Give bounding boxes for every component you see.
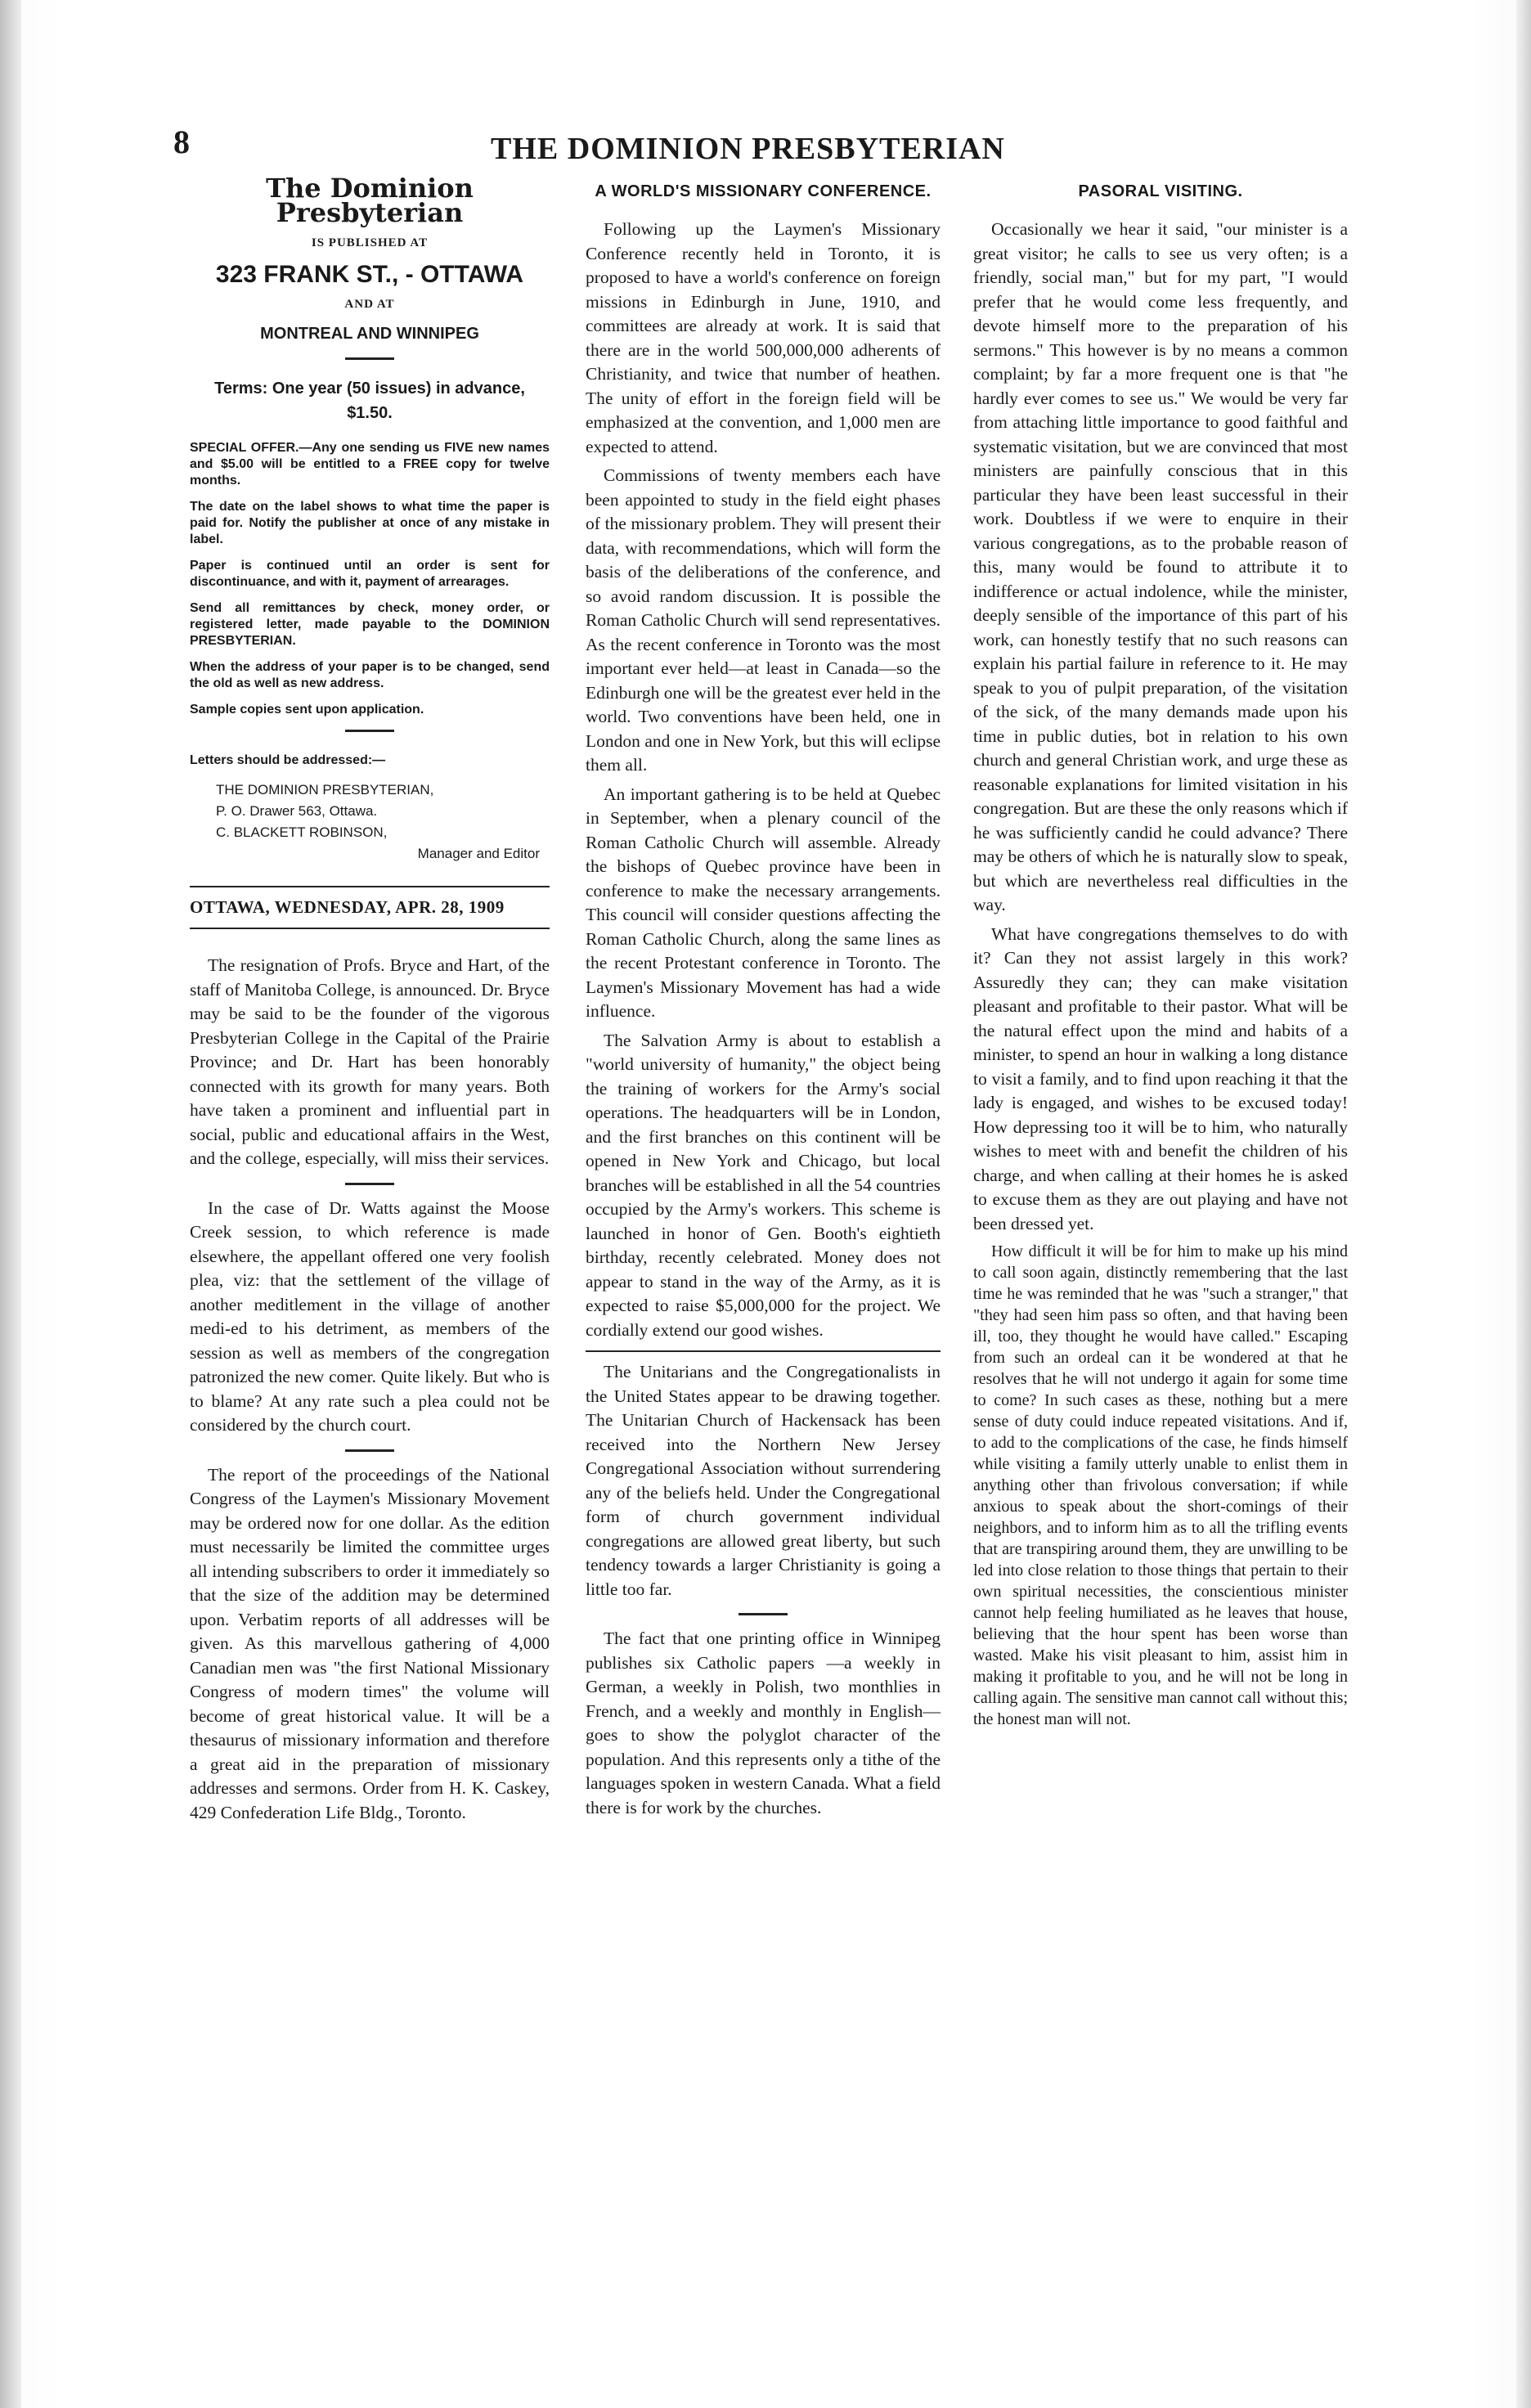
masthead-address: 323 FRANK ST., - OTTAWA [215,260,524,288]
column-masthead [190,173,550,1830]
scan-edge-right [1516,0,1531,2408]
divider [739,1613,788,1615]
terms: Terms: One year (50 issues) in advance, $1.50. [214,380,525,422]
notice: Paper is continued until an order is sent for discontinuance, and with it, payment of arrearages. [190,559,550,589]
article-paragraph: How difficult it will be for him to make up his mind to call soon again, distinctly remembering that the last time he was reminded that he was "such a stranger," that "they had seen him pass so often, and that having been ill, too, they thought he would have called." Escaping from such an ordeal can it be wondered at that he resolves that he will not undergo it again for some time to come? In such cases as these, nothing but a mere sense of duty could induce repeated visitations. And if, to add to the complications of the case, he finds himself while visiting a family utterly unable to enlist them in anything other than frivolous conversation; if while anxious to speak about the short-comings of their neighbors, and to inform him as to all the trifling events that are transpiring around them, they are unwilling to be led into close relation to those things that pertain to their own spiritual necessities, the conscientious minister cannot help feeling humiliated as he leaves that house, believing that the hour spent has been worse than wasted. Make his visit pleasant to him, assist him in making it profitable to you, and he will not be long in calling again. The sensitive man cannot call without this; the honest man will not. [973,1242,1348,1728]
dateline: OTTAWA, WEDNESDAY, APR. 28, 1909 [190,886,550,930]
column-pastoral-visiting [973,177,1348,1735]
article-headline: PASORAL VISITING. [1078,182,1243,200]
notice: Sample copies sent upon application. [190,703,424,717]
address-line: THE DOMINION PRESBYTERIAN, [216,781,434,797]
divider [345,1183,394,1185]
column-world-conference [586,177,941,1825]
article-paragraph: An important gathering is to be held at Quebec in September, when a plenary council of the Roman Catholic Church will assemble. Already the bishops of Quebec province have been in conference to make the necessary arrangements. This council will consider questions affecting the Roman Catholic Church, along the same lines as the recent Protestant conference in Toronto. The Laymen's Missionary Movement has had a wide influence. [586,784,941,1021]
scan-edge-left [0,0,21,2408]
published-at: IS PUBLISHED AT [311,236,429,249]
article-paragraph: Following up the Laymen's Missionary Conference recently held in Toronto, it is proposed to have a world's conference on foreign missions in Edinburgh in June, 1910, and committees are already at work. It is said that there are in the world 500,000,000 adherents of Christianity, and twice that number of heathen. The unity of effort in the foreign field will be emphasized at the convention, and 1,000 men are expected to attend. [586,219,941,456]
notice: The date on the label shows to what time the paper is paid for. Notify the publisher at once of any mistake in label. [190,500,550,546]
divider [586,1350,941,1352]
article-paragraph: Commissions of twenty members each have been appointed to study in the field eight phases of the missionary problem. They will present their data, with recommendations, which will form the basis of the deliberations of the conference, and so avoid random discussion. It is possible the Roman Catholic Church will send representatives. As the recent conference in Toronto was the most important ever held—at least in Canada—so the Edinburgh one will be the greatest ever held in the world. Two conventions have been held, one in London and one in New York, but this will eclipse them all. [586,465,941,775]
page-number: 8 [173,124,190,160]
address-line: P. O. Drawer 563, Ottawa. [216,802,378,819]
address-line: C. BLACKETT ROBINSON, [216,824,388,840]
divider [345,357,394,360]
and-at: AND AT [344,298,395,311]
notice: SPECIAL OFFER.—Any one sending us FIVE new names and $5.00 will be entitled to a FREE copy for twelve months. [190,441,550,487]
article-paragraph: The resignation of Profs. Bryce and Hart, of the staff of Manitoba College, is announced. Dr. Bryce may be said to be the founder of the vigorous Presbyterian College in the Capital of the Prairie Province; and Dr. Hart has been honorably connected with its growth for many years. Both have taken a prominent and influential part in social, public and educational affairs in the West, and the college, especially, will miss their services. [190,955,550,1168]
letters-line: Letters should be addressed:— [190,753,386,767]
divider [345,1449,394,1452]
masthead-cities: MONTREAL AND WINNIPEG [260,324,479,343]
address-line: Manager and Editor [417,845,540,861]
article-paragraph: The fact that one printing office in Winnipeg publishes six Catholic papers —a weekly in German, a weekly in Polish, two monthlies in French, and a weekly and monthly in English—goes to show the polyglot character of the population. And this represents only a tithe of the languages spoken in western Canada. What a field there is for work by the churches. [586,1629,941,1817]
article-paragraph: What have congregations themselves to do with it? Can they not assist largely in this work? Assuredly they can; they can make visitation pleasant and profitable to their pastor. What will be the natural effect upon the mind and habits of a minister, to spend an hour in walking a long distance to visit a family, and to find upon reaching it that the lady is engaged, and wishes to be excused today! How depressing too it will be to him, who naturally wishes to meet with and benefit the children of his charge, and when calling at their homes he is asked to excuse them as they are out playing and have not been dressed yet. [973,923,1348,1233]
article-paragraph: The Unitarians and the Congregationalists in the United States appear to be drawing together. The Unitarian Church of Hackensack has been received into the Northern New Jersey Congregational Association without surrendering any of the beliefs held. Under the Congregational form of church government individual congregations are allowed great liberty, but such tendency towards a larger Christianity is going a little too far. [586,1362,941,1599]
running-head: THE DOMINION PRESBYTERIAN [491,132,1005,166]
notice: Send all remittances by check, money order, or registered letter, made payable to the DOMINION PRESBYTERIAN. [190,601,550,648]
masthead-title: The Dominion Presbyterian [266,173,474,228]
article-headline: A WORLD'S MISSIONARY CONFERENCE. [595,182,932,200]
article-paragraph: In the case of Dr. Watts against the Moose Creek session, to which reference is made elsewhere, the appellant offered one very foolish plea, viz: that the settlement of the village of another meditlement in the village of another medi-ed to his detriment, as members of the session as well as members of the congregation patronized the new comer. Quite likely. But who is to blame? At any rate such a plea could not be considered by the church court. [190,1197,550,1435]
article-paragraph: The report of the proceedings of the National Congress of the Laymen's Missionary Movement may be ordered now for one dollar. As the edition must necessarily be limited the committee urges all intending subscribers to order it immediately so that the size of the addition may be determined upon. Verbatim reports of all addresses will be given. As this marvellous gathering of 4,000 Canadian men was "the first National Missionary Congress of modern times" the volume will become of great historical value. It will be a thesaurus of missionary information and therefore a great aid in the preparation of missionary addresses and sermons. Order from H. K. Caskey, 429 Confederation Life Bldg., Toronto. [190,1464,550,1822]
article-paragraph: Occasionally we hear it said, "our minister is a great visitor; he calls to see us very often; is a friendly, social man," but for my part, "I would prefer that he would come less frequently, and devote himself more to the preparation of his sermons." This however is by no means a common complaint; by far a more frequent one is that "he hardly ever comes to see us." We would be very far from attaching little importance to good faithful and systematic visitation, but we are convinced that most ministers are painfully conscious that in this particular they have been least successful in their work. Doubtless if we were to enquire in their various congregations, as to the probable reason of this, many would be found to attribute it to indifference or actual indolence, while the minister, deeply sensible of the importance of this part of his work, can honestly testify that no such reasons can explain his partial failure in reference to it. He may speak to you of pulpit preparation, of the visitation of the sick, of the many demands made upon his time in public duties, bot in relation to his own church and general Christian work, and urge these as reasonable explanations for limited visitation in his congregation. But are these the only reasons which if he was sufficiently candid he could advance? There may be others of which he is naturally slow to speak, but which are nevertheless real difficulties in the way. [973,219,1348,914]
divider [345,730,394,732]
article-paragraph: The Salvation Army is about to establish a "world university of humanity," the object being the training of workers for the Army's social operations. The headquarters will be in London, and the first branches on this continent will be opened in New York and Chicago, but local branches will be established in all the 54 countries occupied by the Army's workers. This scheme is launched in honor of Gen. Booth's eightieth birthday, recently celebrated. Money does not appear to stand in the way of the Army, as it is expected to raise $5,000,000 for the project. We cordially extend our good wishes. [586,1030,941,1340]
notice: When the address of your paper is to be changed, send the old as well as new address. [190,660,550,690]
